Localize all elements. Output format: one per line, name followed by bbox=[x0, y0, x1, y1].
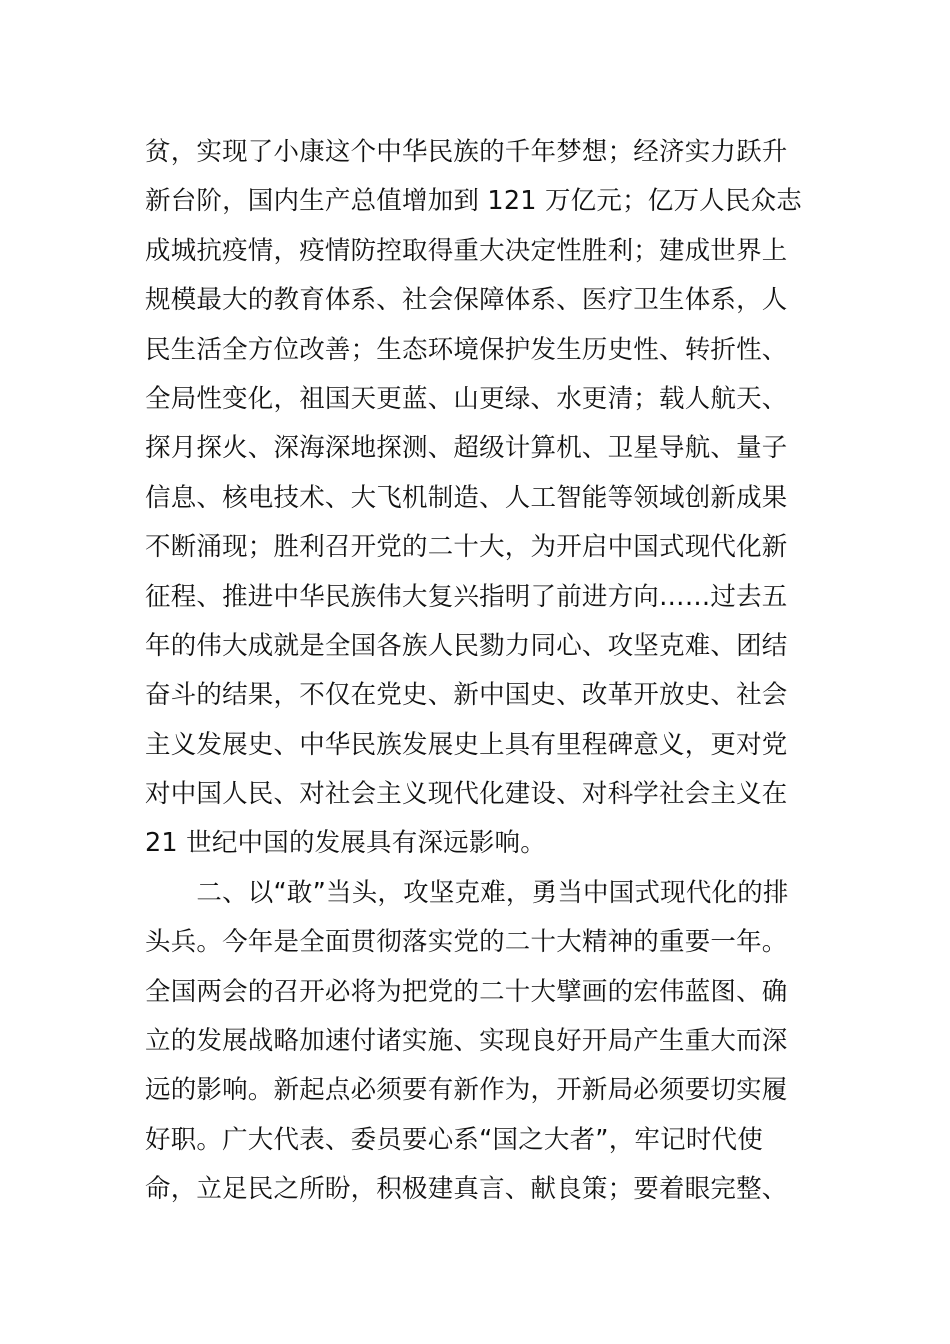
body-text bbox=[145, 128, 810, 1215]
text-line: 奋斗的结果，不仅在党史、新中国史、改革开放史、社会 bbox=[145, 680, 788, 711]
text-line: 全国两会的召开必将为把党的二十大擘画的宏伟蓝图、确 bbox=[145, 976, 788, 1007]
text-line: 全局性变化，祖国天更蓝、山更绿、水更清；载人航天、 bbox=[145, 383, 788, 414]
text-line: 21 世纪中国的发展具有深远影响。 bbox=[145, 828, 546, 859]
text-line: 新台阶，国内生产总值增加到 121 万亿元；亿万人民众志 bbox=[145, 186, 802, 217]
text-line: 信息、核电技术、大飞机制造、人工智能等领域创新成果 bbox=[145, 482, 788, 513]
text-line: 主义发展史、中华民族发展史上具有里程碑意义，更对党 bbox=[145, 729, 788, 760]
text-line: 命，立足民之所盼，积极建真言、献良策；要着眼完整、 bbox=[145, 1174, 788, 1205]
section-heading-line: 二、以“敢”当头，攻坚克难，勇当中国式现代化的排 bbox=[145, 877, 789, 908]
text-line: 成城抗疫情，疫情防控取得重大决定性胜利；建成世界上 bbox=[145, 235, 788, 266]
text-line: 好职。广大代表、委员要心系“国之大者”，牢记时代使 bbox=[145, 1124, 763, 1155]
text-line: 探月探火、深海深地探测、超级计算机、卫星导航、量子 bbox=[145, 433, 788, 464]
text-line: 远的影响。新起点必须要有新作为，开新局必须要切实履 bbox=[145, 1075, 788, 1106]
text-line: 头兵。今年是全面贯彻落实党的二十大精神的重要一年。 bbox=[145, 927, 788, 958]
text-line: 征程、推进中华民族伟大复兴指明了前进方向……过去五 bbox=[145, 581, 788, 612]
text-line: 年的伟大成就是全国各族人民勠力同心、攻坚克难、团结 bbox=[145, 630, 788, 661]
text-line: 规模最大的教育体系、社会保障体系、医疗卫生体系，人 bbox=[145, 285, 788, 316]
text-line: 贫，实现了小康这个中华民族的千年梦想；经济实力跃升 bbox=[145, 137, 788, 167]
text-line: 民生活全方位改善；生态环境保护发生历史性、转折性、 bbox=[145, 334, 788, 365]
text-line: 不断涌现；胜利召开党的二十大，为开启中国式现代化新 bbox=[145, 532, 788, 563]
text-line: 立的发展战略加速付诸实施、实现良好开局产生重大而深 bbox=[145, 1026, 788, 1057]
text-line: 对中国人民、对社会主义现代化建设、对科学社会主义在 bbox=[145, 779, 788, 810]
